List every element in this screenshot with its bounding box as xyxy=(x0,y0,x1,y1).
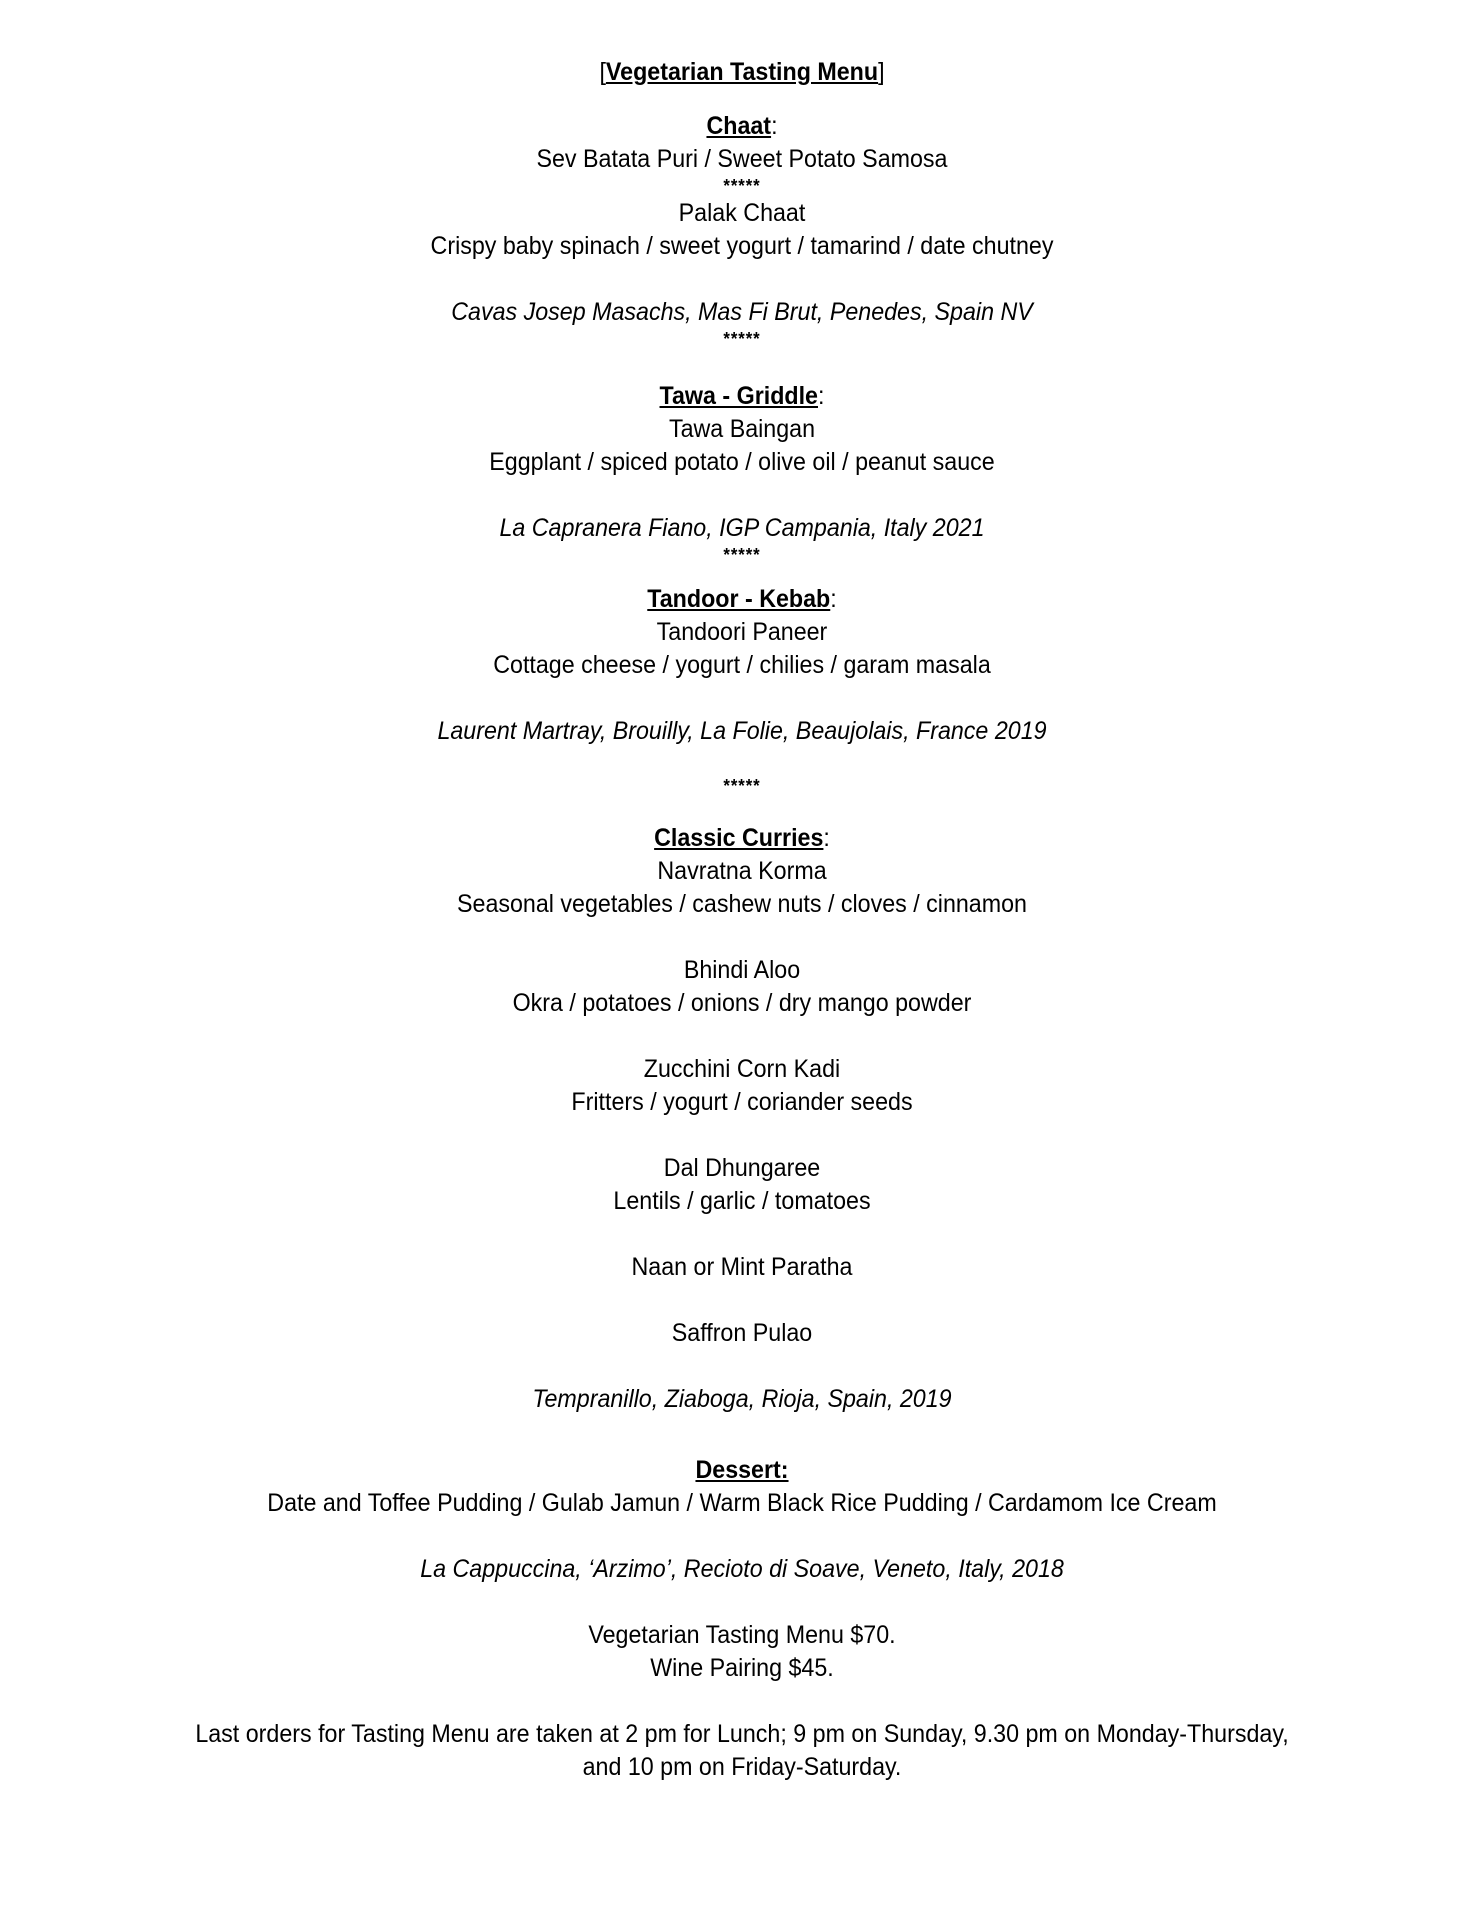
separator: ***** xyxy=(723,545,761,565)
last-orders-notice xyxy=(52,1718,1432,1784)
dessert-heading: Dessert: xyxy=(695,1456,789,1484)
curry-item-desc: Okra / potatoes / onions / dry mango powder xyxy=(512,989,972,1017)
chaat-heading: Chaat: xyxy=(706,112,778,140)
separator: ***** xyxy=(723,776,761,796)
curries-heading: Classic Curries: xyxy=(654,824,830,852)
menu-title: [Vegetarian Tasting Menu] xyxy=(599,58,885,86)
curries-bread: Naan or Mint Paratha xyxy=(631,1253,853,1281)
chaat-dish-2: Palak Chaat xyxy=(678,199,806,227)
curries-wine: Tempranillo, Ziaboga, Rioja, Spain, 2019 xyxy=(532,1385,952,1413)
dessert-wine: La Cappuccina, ‘Arzimo’, Recioto di Soave, Veneto, Italy, 2018 xyxy=(420,1555,1064,1583)
curry-item-name: Zucchini Corn Kadi xyxy=(643,1055,841,1083)
curry-item-desc: Lentils / garlic / tomatoes xyxy=(613,1187,871,1215)
chaat-dish-1: Sev Batata Puri / Sweet Potato Samosa xyxy=(536,145,948,173)
notice-line-1: Last orders for Tasting Menu are taken at 2 pm for Lunch; 9 pm on Sunday, 9.30 pm on Monday-Thursday, xyxy=(195,1720,1289,1748)
curry-item-desc: Seasonal vegetables / cashew nuts / cloves / cinnamon xyxy=(457,890,1027,918)
wine-pairing-price: Wine Pairing $45. xyxy=(650,1654,834,1682)
curries-rice: Saffron Pulao xyxy=(671,1319,813,1347)
tawa-heading: Tawa - Griddle: xyxy=(659,382,825,410)
chaat-section xyxy=(52,110,1432,349)
curry-item-name: Dal Dhungaree xyxy=(663,1154,821,1182)
tandoor-dish-desc: Cottage cheese / yogurt / chilies / garam masala xyxy=(493,651,991,679)
tawa-section xyxy=(52,380,1432,565)
chaat-dish-2-desc: Crispy baby spinach / sweet yogurt / tamarind / date chutney xyxy=(430,232,1054,260)
tawa-wine: La Capranera Fiano, IGP Campania, Italy 2021 xyxy=(499,514,985,542)
menu-price: Vegetarian Tasting Menu $70. xyxy=(588,1621,896,1649)
menu-title-text: Vegetarian Tasting Menu xyxy=(605,58,879,86)
tandoor-dish: Tandoori Paneer xyxy=(656,618,828,646)
tawa-dish-desc: Eggplant / spiced potato / olive oil / peanut sauce xyxy=(489,448,995,476)
notice-line-2: and 10 pm on Friday-Saturday. xyxy=(582,1753,902,1781)
dessert-section xyxy=(52,1454,1432,1586)
tandoor-wine: Laurent Martray, Brouilly, La Folie, Beaujolais, France 2019 xyxy=(437,717,1047,745)
curries-section xyxy=(52,822,1432,1416)
separator: ***** xyxy=(723,329,761,349)
pricing-section xyxy=(52,1619,1432,1685)
tandoor-section xyxy=(52,583,1432,796)
chaat-wine: Cavas Josep Masachs, Mas Fi Brut, Penedes, Spain NV xyxy=(451,298,1033,326)
curry-item-name: Navratna Korma xyxy=(657,857,827,885)
curry-item-name: Bhindi Aloo xyxy=(683,956,801,984)
tandoor-heading: Tandoor - Kebab: xyxy=(647,585,837,613)
menu-page xyxy=(52,0,1432,1920)
tawa-dish: Tawa Baingan xyxy=(668,415,816,443)
dessert-desc: Date and Toffee Pudding / Gulab Jamun / Warm Black Rice Pudding / Cardamom Ice Cream xyxy=(267,1489,1217,1517)
separator: ***** xyxy=(723,176,761,196)
curry-item-desc: Fritters / yogurt / coriander seeds xyxy=(571,1088,913,1116)
